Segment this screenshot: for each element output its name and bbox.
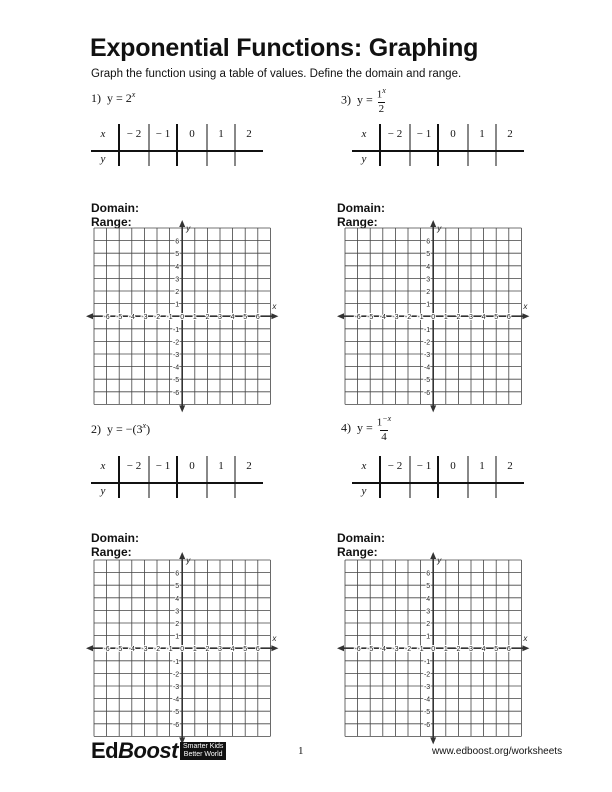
x-axis-label: x	[523, 634, 528, 644]
y-tick-label: -6	[423, 389, 431, 397]
equation-exponent: −x	[382, 414, 392, 423]
y-tick-label: 1	[426, 301, 431, 309]
table-y-input-cell[interactable]	[438, 484, 468, 498]
y-tick-label: -5	[172, 709, 180, 717]
table-x-value: − 1	[416, 128, 432, 140]
x-tick-label: 6	[506, 314, 511, 322]
y-tick-label: -6	[172, 389, 180, 397]
x-tick-label: -2	[404, 314, 412, 322]
y-tick-label: 4	[426, 595, 431, 603]
y-tick-label: -5	[172, 377, 180, 385]
table-x-value: 0	[450, 128, 456, 140]
x-tick-label: 5	[243, 314, 248, 322]
table-y-input-cell[interactable]	[380, 484, 410, 498]
logo-boost-text: Boost	[118, 738, 178, 763]
y-tick-label: 6	[426, 570, 431, 578]
table-x-value: − 2	[126, 460, 142, 472]
table-y-label: y	[100, 153, 106, 165]
x-tick-label: -6	[103, 314, 110, 322]
table-x-value: 1	[479, 128, 485, 140]
x-tick-label: -1	[166, 646, 173, 654]
problem-number: 2)	[91, 422, 101, 436]
domain-label: Domain:	[337, 531, 385, 545]
problem-number: 4)	[341, 420, 351, 435]
y-tick-label: -1	[172, 326, 180, 334]
x-tick-label: 0	[431, 646, 436, 654]
domain-label: Domain:	[337, 201, 385, 215]
equation-lhs: y =	[357, 92, 376, 107]
y-axis-label: y	[437, 224, 442, 233]
x-tick-label: 0	[180, 314, 185, 322]
y-tick-label: -4	[423, 696, 431, 704]
x-tick-label: 1	[443, 646, 448, 654]
x-tick-label: -2	[153, 646, 161, 654]
y-tick-label: -3	[423, 352, 431, 359]
x-tick-label: -3	[392, 646, 399, 654]
y-tick-label: 5	[175, 251, 180, 259]
x-tick-label: 0	[180, 646, 185, 654]
table-x-value: 1	[218, 460, 224, 472]
y-tick-label: -5	[423, 709, 431, 717]
table-x-label: x	[100, 460, 106, 472]
y-tick-label: 5	[426, 583, 431, 591]
x-tick-label: -2	[404, 646, 412, 654]
problem-number: 1)	[91, 91, 101, 105]
x-axis-label: x	[272, 302, 277, 312]
y-tick-label: -2	[172, 671, 180, 679]
table-x-value: − 2	[126, 128, 142, 140]
x-tick-label: -2	[153, 314, 161, 322]
x-tick-label: 2	[456, 314, 461, 322]
x-tick-label: -4	[128, 646, 135, 654]
table-x-value: − 1	[416, 460, 432, 472]
table-y-label: y	[361, 153, 367, 165]
x-tick-label: 3	[469, 646, 473, 654]
x-tick-label: 5	[494, 314, 499, 322]
y-tick-label: 6	[426, 238, 431, 246]
table-x-value: 0	[450, 460, 456, 472]
x-tick-label: 3	[218, 646, 222, 654]
logo-ed-text: Ed	[91, 738, 119, 763]
y-tick-label: -3	[172, 352, 180, 359]
y-tick-label: 2	[426, 621, 431, 628]
equation-exponent: x	[131, 90, 136, 99]
y-tick-label: -6	[423, 721, 431, 729]
x-tick-label: 2	[205, 314, 210, 322]
table-x-value: 2	[507, 460, 513, 472]
x-tick-label: -1	[417, 314, 424, 322]
y-tick-label: 3	[175, 608, 180, 616]
x-tick-label: -4	[128, 314, 135, 322]
page-number: 1	[298, 745, 304, 757]
table-y-label: y	[361, 485, 367, 497]
table-x-value: 0	[189, 128, 195, 140]
domain-label: Domain:	[91, 201, 139, 215]
y-tick-label: 3	[426, 608, 431, 616]
fraction-denominator: 4	[381, 430, 387, 443]
x-tick-label: 6	[506, 646, 511, 654]
y-tick-label: -5	[423, 377, 431, 385]
problem-number: 3)	[341, 92, 351, 107]
y-tick-label: 2	[175, 621, 180, 628]
y-tick-label: -1	[423, 326, 431, 334]
range-label: Range:	[91, 545, 132, 559]
x-tick-label: -5	[367, 646, 374, 654]
x-axis-label: x	[523, 302, 528, 312]
y-tick-label: -2	[423, 671, 431, 679]
y-tick-label: 2	[426, 289, 431, 296]
y-tick-label: 1	[175, 301, 180, 309]
logo-tagline-line-1: Smarter Kids	[182, 743, 224, 750]
x-tick-label: 3	[218, 314, 222, 322]
y-tick-label: -1	[172, 658, 180, 666]
domain-label: Domain:	[91, 531, 139, 545]
table-x-label: x	[100, 128, 106, 140]
y-tick-label: 4	[175, 595, 180, 603]
table-x-value: 1	[218, 128, 224, 140]
x-tick-label: 2	[456, 646, 461, 654]
x-tick-label: 4	[230, 314, 235, 322]
table-x-value: 0	[189, 460, 195, 472]
y-tick-label: 1	[426, 633, 431, 641]
y-axis-label: y	[437, 556, 442, 565]
y-tick-label: -2	[423, 339, 431, 347]
x-tick-label: -3	[141, 646, 148, 654]
table-x-label: x	[361, 460, 367, 472]
equation-lhs: y = −(3	[107, 422, 143, 436]
equation-suffix: )	[146, 422, 151, 436]
y-tick-label: 5	[175, 583, 180, 591]
x-axis-label: x	[272, 634, 277, 644]
y-tick-label: -1	[423, 658, 431, 666]
x-tick-label: 1	[192, 314, 197, 322]
logo-tagline-line-2: Better World	[183, 751, 223, 758]
y-tick-label: 3	[175, 276, 180, 284]
table-y-input-cell[interactable]	[468, 484, 496, 498]
y-axis-label: y	[186, 224, 191, 233]
fraction-denominator: 2	[378, 102, 385, 115]
y-axis-label: y	[186, 556, 191, 565]
y-tick-label: 6	[175, 238, 180, 246]
x-tick-label: 5	[494, 646, 499, 654]
y-tick-label: 5	[426, 251, 431, 259]
table-y-input-cell[interactable]	[496, 484, 524, 498]
x-tick-label: -6	[103, 646, 110, 654]
y-tick-label: 6	[175, 570, 180, 578]
table-y-label: y	[100, 485, 106, 497]
table-x-label: x	[361, 128, 367, 140]
fraction-numerator: 1	[376, 88, 383, 101]
x-tick-label: 1	[192, 646, 197, 654]
x-tick-label: -3	[141, 314, 148, 322]
range-label: Range:	[91, 215, 132, 229]
table-x-value: 1	[479, 460, 485, 472]
footer-url[interactable]: www.edboost.org/worksheets	[432, 746, 563, 757]
x-tick-label: 5	[243, 646, 248, 654]
equation-lhs: y =	[107, 91, 126, 105]
fraction-numerator: 1	[376, 416, 383, 429]
x-tick-label: -3	[392, 314, 399, 322]
x-tick-label: 4	[481, 314, 486, 322]
y-tick-label: 1	[175, 633, 180, 641]
x-tick-label: 1	[443, 314, 448, 322]
x-tick-label: -1	[417, 646, 424, 654]
x-tick-label: -5	[116, 314, 123, 322]
x-tick-label: 3	[469, 314, 473, 322]
table-x-value: 2	[246, 128, 252, 140]
y-tick-label: -2	[172, 339, 180, 347]
y-tick-label: -4	[172, 696, 180, 704]
range-label: Range:	[337, 545, 378, 559]
equation-exponent: x	[142, 421, 147, 430]
y-tick-label: -4	[423, 364, 431, 372]
y-tick-label: 4	[175, 263, 180, 271]
table-x-value: 2	[507, 128, 513, 140]
x-tick-label: 6	[255, 646, 260, 654]
x-tick-label: -5	[367, 314, 374, 322]
x-tick-label: -4	[379, 314, 386, 322]
x-tick-label: 4	[230, 646, 235, 654]
y-tick-label: 3	[426, 276, 431, 284]
instructions: Graph the function using a table of values. Define the domain and range.	[91, 68, 462, 80]
x-tick-label: 0	[431, 314, 436, 322]
table-x-value: 2	[246, 460, 252, 472]
table-x-value: − 1	[155, 460, 171, 472]
table-y-input-cell[interactable]	[410, 484, 438, 498]
table-x-value: − 2	[387, 460, 403, 472]
equation-lhs: y =	[357, 420, 376, 435]
x-tick-label: -5	[116, 646, 123, 654]
x-tick-label: 6	[255, 314, 260, 322]
table-x-value: − 1	[155, 128, 171, 140]
equation-exponent: x	[382, 86, 386, 95]
x-tick-label: 4	[481, 646, 486, 654]
x-tick-label: -4	[379, 646, 386, 654]
y-tick-label: -3	[172, 684, 180, 691]
range-label: Range:	[337, 215, 378, 229]
x-tick-label: -6	[354, 646, 361, 654]
y-tick-label: 2	[175, 289, 180, 296]
y-tick-label: -4	[172, 364, 180, 372]
x-tick-label: -6	[354, 314, 361, 322]
page-title: Exponential Functions: Graphing	[90, 34, 479, 62]
y-tick-label: 4	[426, 263, 431, 271]
y-tick-label: -3	[423, 684, 431, 691]
table-x-value: − 2	[387, 128, 403, 140]
x-tick-label: -1	[166, 314, 173, 322]
equation-base: 2	[125, 91, 132, 105]
y-tick-label: -6	[172, 721, 180, 729]
x-tick-label: 2	[205, 646, 210, 654]
